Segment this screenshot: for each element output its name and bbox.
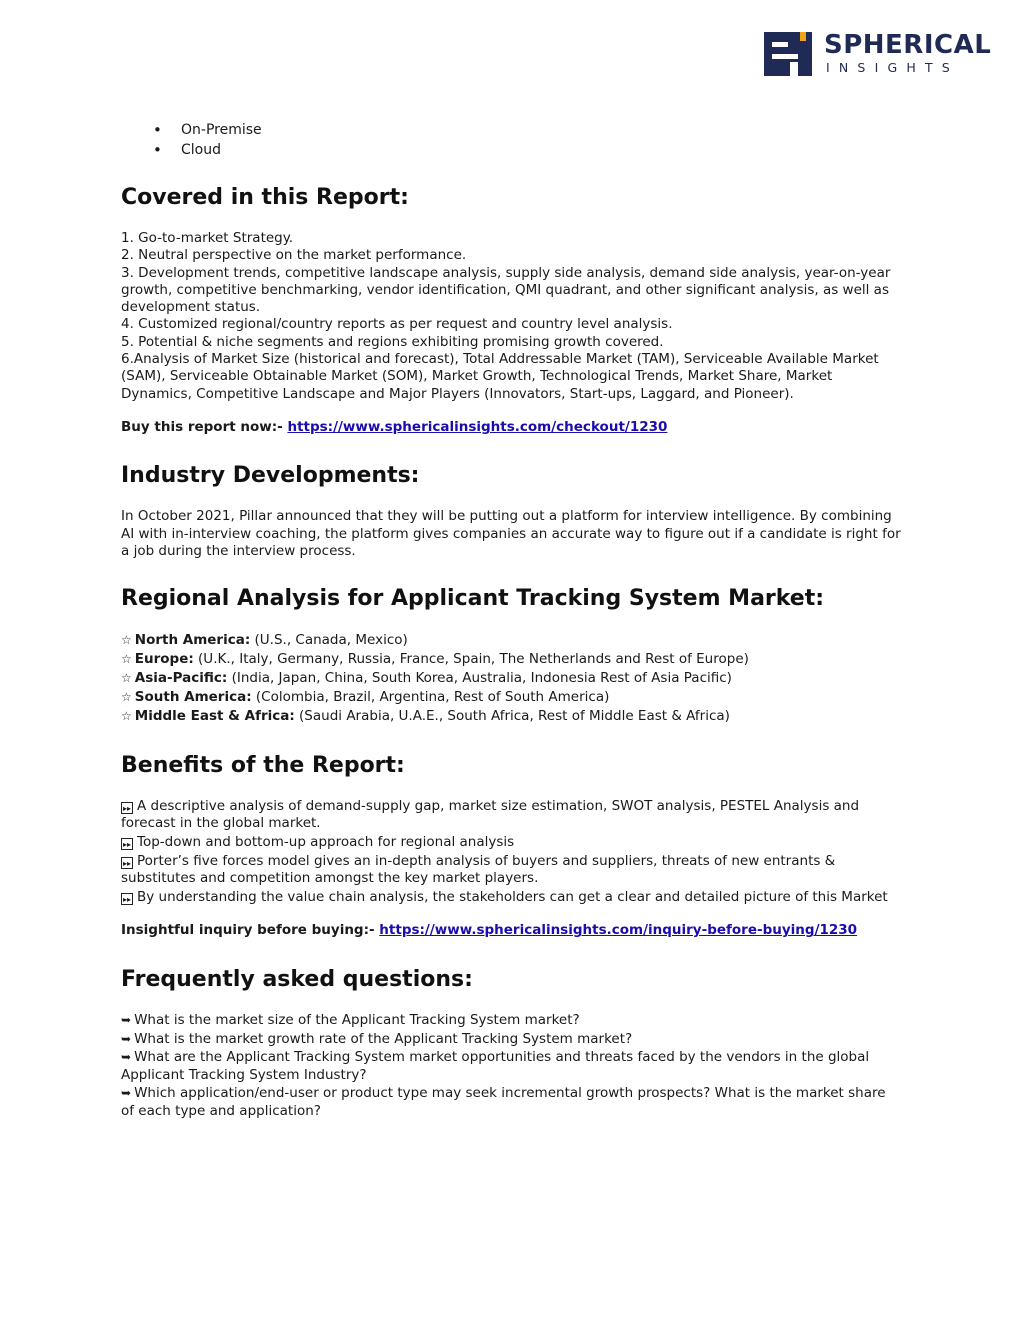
region-name: Europe:	[134, 651, 194, 668]
logo-brand-text: SPHERICAL	[824, 30, 992, 60]
arrow-right-icon: ➥	[121, 1031, 132, 1046]
region-name: South America:	[134, 689, 252, 706]
region-list	[121, 631, 901, 726]
report-content	[121, 120, 901, 1122]
faq-section	[121, 966, 901, 1120]
fast-forward-icon: ▸▸	[122, 895, 132, 905]
region-name: Asia-Pacific:	[134, 670, 228, 687]
list-item: • On-Premise	[121, 120, 901, 140]
checkout-link[interactable]: https://www.sphericalinsights.com/checkout/1230	[287, 418, 668, 435]
industry-text: In October 2021, Pillar announced that they will be putting out a platform for interview intelligence. By combining AI with in-interview coaching, the platform gives companies an accurate way to figure out if a candidate is right for a job during the interview process.	[121, 508, 901, 559]
list-item	[121, 1012, 901, 1029]
region-countries: (Colombia, Brazil, Argentina, Rest of South America)	[251, 689, 610, 706]
faq-list	[121, 1012, 901, 1120]
list-item	[121, 669, 901, 688]
inquiry-line	[121, 922, 901, 939]
benefits-section	[121, 752, 901, 940]
buy-now-label: Buy this report now:-	[121, 418, 288, 435]
benefit-text: A descriptive analysis of demand-supply gap, market size estimation, SWOT analysis, PESTEL Analysis and forecast in the global market.	[121, 798, 860, 832]
regional-section	[121, 585, 901, 726]
benefit-text: Porter’s five forces model gives an in-depth analysis of buyers and suppliers, threats of new entrants & substitutes and competition amongst the key market players.	[121, 853, 836, 887]
benefits-list	[121, 798, 901, 906]
arrow-right-icon: ➥	[121, 1086, 132, 1101]
arrow-right-icon: ➥	[121, 1050, 132, 1065]
star-icon: ☆	[121, 652, 132, 667]
region-countries: (India, Japan, China, South Korea, Australia, Indonesia Rest of Asia Pacific)	[227, 670, 732, 687]
list-item	[121, 1049, 901, 1084]
inquiry-link[interactable]: https://www.sphericalinsights.com/inquiry-before-buying/1230	[379, 922, 858, 939]
list-item: 4. Customized regional/country reports as per request and country level analysis.	[121, 316, 673, 333]
region-name: North America:	[134, 632, 251, 649]
list-item	[121, 798, 901, 833]
star-icon: ☆	[121, 709, 132, 724]
faq-question: What is the market size of the Applicant Tracking System market?	[134, 1011, 580, 1028]
list-item	[121, 688, 901, 707]
faq-question: Which application/end-user or product type may seek incremental growth prospects? What is the market share of each type and application?	[121, 1085, 886, 1119]
buy-now-line	[121, 419, 901, 436]
list-item	[121, 834, 901, 851]
list-item	[121, 889, 901, 906]
benefit-text: By understanding the value chain analysis, the stakeholders can get a clear and detailed picture of this Market	[137, 889, 888, 906]
fast-forward-icon: ▸▸	[122, 840, 132, 850]
star-icon: ☆	[121, 690, 132, 705]
list-item	[121, 1031, 901, 1048]
faq-question: What are the Applicant Tracking System market opportunities and threats faced by the vendors in the global Applicant Tracking System Industry?	[121, 1049, 870, 1083]
covered-section	[121, 184, 901, 436]
list-item: 5. Potential & niche segments and regions exhibiting promising growth covered.	[121, 333, 664, 350]
industry-section	[121, 462, 901, 560]
list-item	[121, 650, 901, 669]
region-countries: (Saudi Arabia, U.A.E., South Africa, Rest of Middle East & Africa)	[294, 708, 730, 725]
list-item: 2. Neutral perspective on the market performance.	[121, 247, 467, 264]
benefit-text: Top-down and bottom-up approach for regional analysis	[137, 834, 515, 851]
section-heading: Industry Developments:	[121, 463, 420, 489]
fast-forward-icon: ▸▸	[122, 804, 132, 814]
list-item: 1. Go-to-market Strategy.	[121, 230, 294, 246]
list-item: • Cloud	[121, 140, 901, 160]
star-icon: ☆	[121, 633, 132, 648]
region-countries: (U.S., Canada, Mexico)	[250, 632, 408, 649]
list-item	[121, 631, 901, 650]
section-heading: Frequently asked questions:	[121, 966, 473, 992]
list-item: 3. Development trends, competitive landscape analysis, supply side analysis, demand side analysis, year-on-year growth, competitive benchmarking, vendor identification, QMI quadrant, and other significant analysis, as well as development status.	[121, 264, 891, 316]
region-name: Middle East & Africa:	[134, 708, 295, 725]
list-item	[121, 853, 901, 888]
fast-forward-icon: ▸▸	[122, 859, 132, 869]
deployment-list	[121, 120, 901, 160]
section-heading: Regional Analysis for Applicant Tracking System Market:	[121, 586, 825, 612]
spherical-insights-logo	[764, 30, 992, 80]
logo-sub-text: INSIGHTS	[826, 60, 959, 75]
inquiry-label: Insightful inquiry before buying:-	[121, 922, 380, 939]
list-item: 6.Analysis of Market Size (historical and forecast), Total Addressable Market (TAM), Serviceable Available Market (SAM), Serviceable Obtainable Market (SOM), Market Growth, Technological Trends, Market Share, Market Dynamics, Competitive Landscape and Major Players (Innovators, Start-ups, Laggard, and Pioneer).	[121, 351, 879, 402]
faq-question: What is the market growth rate of the Applicant Tracking System market?	[134, 1030, 633, 1047]
region-countries: (U.K., Italy, Germany, Russia, France, Spain, The Netherlands and Rest of Europe)	[193, 651, 749, 668]
list-item	[121, 1085, 901, 1120]
section-heading: Covered in this Report:	[121, 185, 409, 210]
star-icon: ☆	[121, 671, 132, 686]
covered-list	[121, 230, 901, 403]
logo-mark-icon	[764, 30, 814, 76]
arrow-right-icon: ➥	[121, 1012, 132, 1027]
section-heading: Benefits of the Report:	[121, 753, 405, 779]
list-item	[121, 707, 901, 726]
